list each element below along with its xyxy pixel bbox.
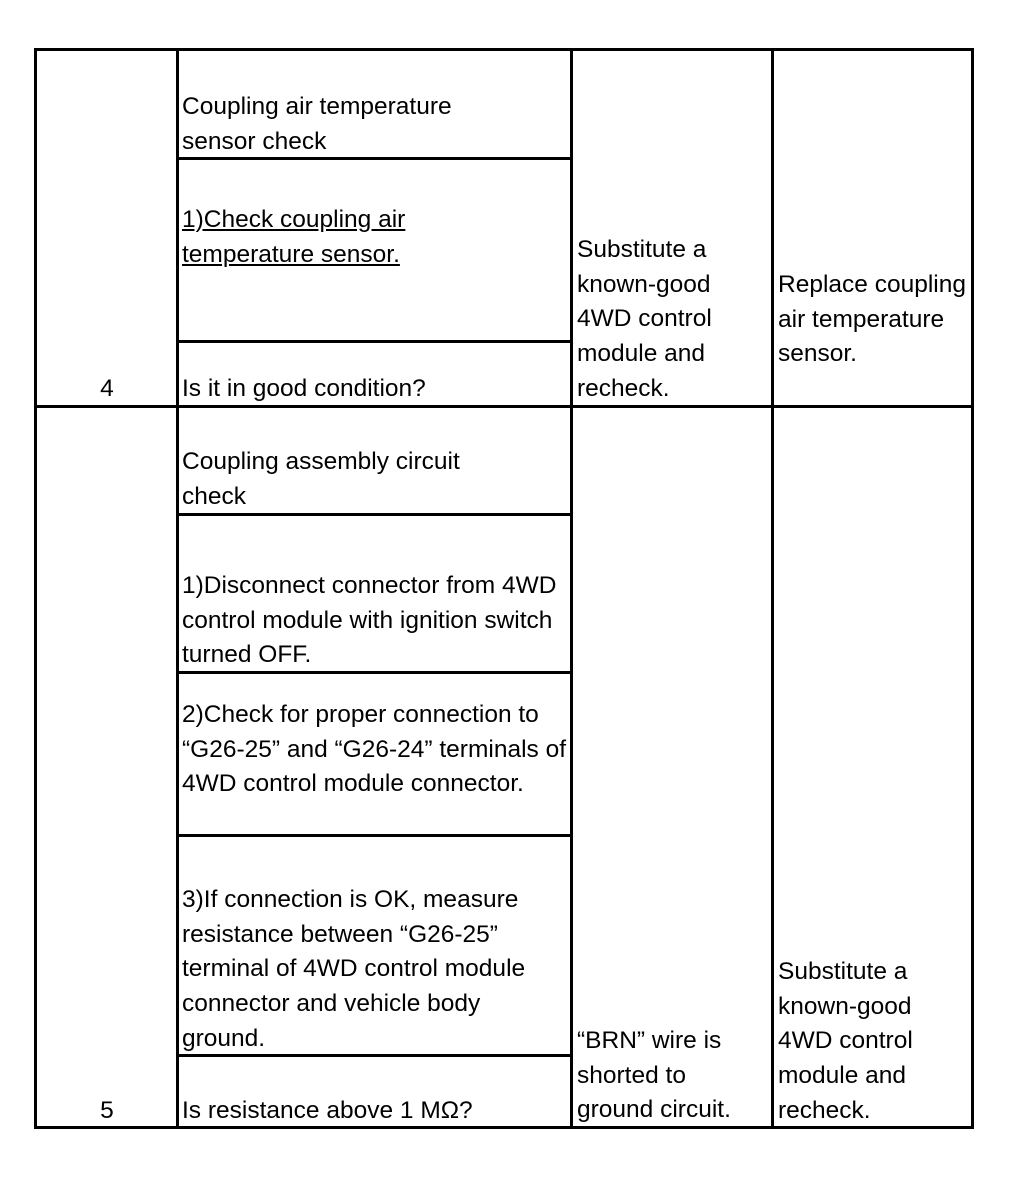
item-divider — [179, 834, 570, 837]
diagnostic-table — [34, 48, 974, 1129]
yes-result: “BRN” wire is shorted to ground circuit. — [577, 1027, 731, 1124]
column-divider — [176, 51, 179, 1126]
step-number: 4 — [100, 375, 114, 402]
action-item: 3)If connection is OK, measure resistance between “G26-25” terminal of 4WD control module connector and vehicle body ground. — [182, 886, 526, 1052]
column-divider — [771, 51, 774, 1126]
question: Is it in good condition? — [182, 375, 426, 402]
no-result: Substitute a known-good 4WD control module and recheck. — [778, 958, 913, 1124]
no-result: Replace coupling air temperature sensor. — [778, 271, 966, 368]
action-item: 1)Disconnect connector from 4WD control module with ignition switch turned OFF. — [182, 572, 557, 669]
yes-result: Substitute a known-good 4WD control module and recheck. — [577, 236, 712, 402]
step-number: 5 — [100, 1097, 114, 1124]
action-item: 1)Check coupling air temperature sensor. — [182, 206, 406, 268]
column-divider — [570, 51, 573, 1126]
check-title: Coupling air temperature sensor check — [182, 93, 452, 155]
action-item: 2)Check for proper connection to “G26-25” and “G26-24” terminals of 4WD control module connector. — [182, 701, 566, 798]
question: Is resistance above 1 MΩ? — [182, 1097, 473, 1124]
item-divider — [179, 340, 570, 343]
check-title: Coupling assembly circuit check — [182, 448, 460, 510]
